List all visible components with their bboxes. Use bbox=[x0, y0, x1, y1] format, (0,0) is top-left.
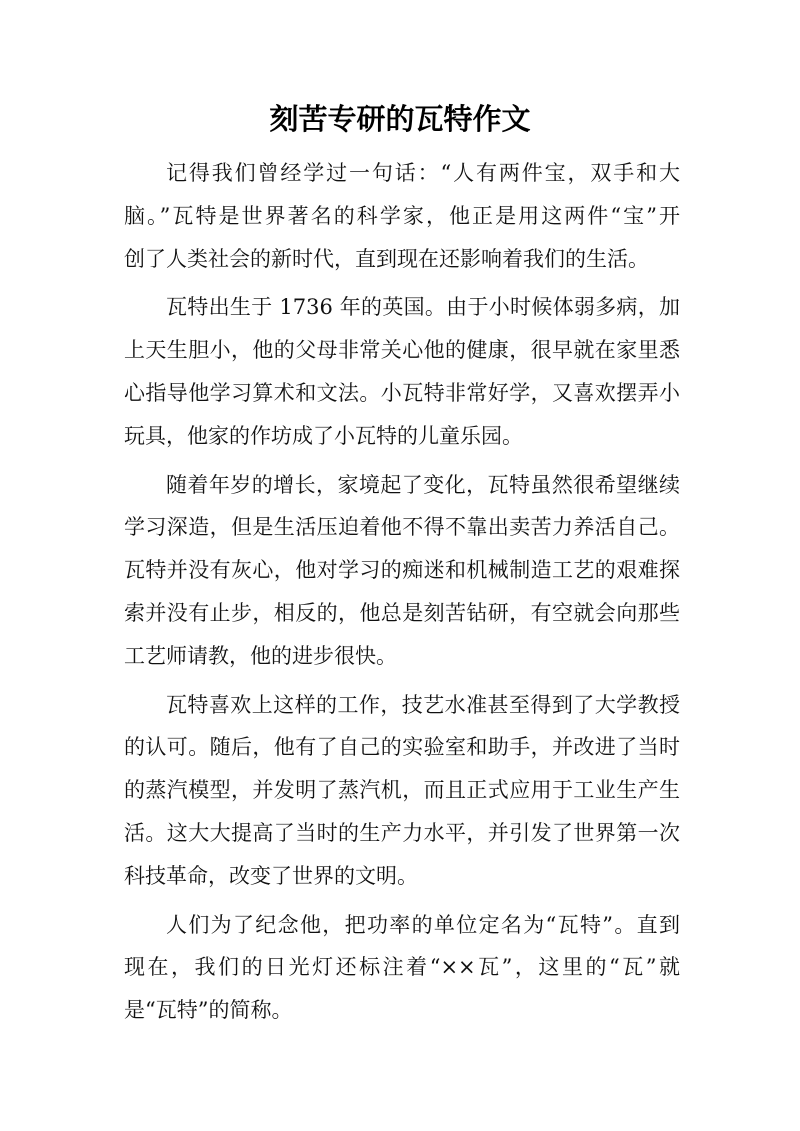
text-line: 是“瓦特”的简称。 bbox=[124, 998, 293, 1023]
document-title: 刻苦专研的瓦特作文 bbox=[269, 102, 531, 136]
text-line: 心指导他学习算术和文法。小瓦特非常好学，又喜欢摆弄小 bbox=[124, 380, 680, 405]
paragraph-2 bbox=[124, 286, 680, 457]
text-line: 玩具，他家的作坊成了小瓦特的儿童乐园。 bbox=[124, 423, 523, 448]
text-line: 记得我们曾经学过一句话：“人有两件宝，双手和大 bbox=[166, 161, 680, 185]
text-line: 的蒸汽模型，并发明了蒸汽机，而且正式应用于工业生产生 bbox=[124, 778, 680, 803]
text-line: 人们为了纪念他，把功率的单位定名为“瓦特”。直到 bbox=[166, 912, 680, 937]
paragraph-3 bbox=[124, 464, 680, 678]
document-body bbox=[124, 152, 680, 1038]
text-line: 随着年岁的增长，家境起了变化，瓦特虽然很希望继续 bbox=[166, 472, 680, 497]
text-line: 脑。”瓦特是世界著名的科学家，他正是用这两件“宝”开 bbox=[124, 203, 680, 228]
text-line: 创了人类社会的新时代，直到现在还影响着我们的生活。 bbox=[124, 246, 649, 271]
text-line: 现在，我们的日光灯还标注着“××瓦”，这里的“瓦”就 bbox=[124, 955, 680, 980]
paragraph-1 bbox=[124, 152, 680, 280]
paragraph-5 bbox=[124, 904, 680, 1032]
text-line: 上天生胆小，他的父母非常关心他的健康，很早就在家里悉 bbox=[124, 338, 680, 363]
text-line: 活。这大大提高了当时的生产力水平，并引发了世界第一次 bbox=[124, 820, 680, 845]
text-line: 瓦特喜欢上这样的工作，技艺水准甚至得到了大学教授 bbox=[166, 692, 680, 717]
text-line: 瓦特出生于 1736 年的英国。由于小时候体弱多病，加 bbox=[166, 295, 680, 320]
paragraph-4 bbox=[124, 684, 680, 898]
text-line: 索并没有止步，相反的，他总是刻苦钻研，有空就会向那些 bbox=[124, 600, 680, 625]
text-line: 的认可。随后，他有了自己的实验室和助手，并改进了当时 bbox=[124, 735, 680, 760]
text-line: 工艺师请教，他的进步很快。 bbox=[124, 643, 397, 668]
text-line: 学习深造，但是生活压迫着他不得不靠出卖苦力养活自己。 bbox=[124, 515, 680, 540]
text-line: 瓦特并没有灰心，他对学习的痴迷和机械制造工艺的艰难探 bbox=[124, 558, 680, 583]
text-line: 科技革命，改变了世界的文明。 bbox=[124, 863, 418, 888]
